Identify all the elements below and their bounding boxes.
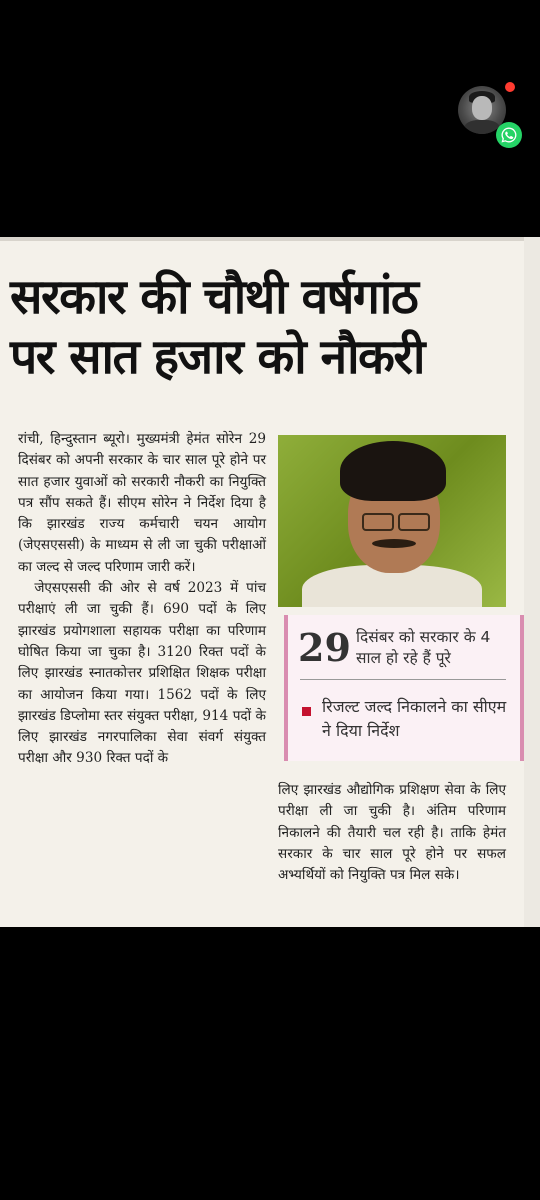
callout-number: 29 bbox=[298, 625, 351, 670]
headline-line-1: सरकार की चौथी वर्षगांठ bbox=[10, 269, 418, 325]
headline bbox=[10, 267, 530, 387]
bullet-square-icon bbox=[302, 707, 311, 716]
headline-line-2: पर सात हजार को नौकरी bbox=[10, 329, 424, 385]
page-margin bbox=[524, 237, 540, 927]
callout-text-1: दिसंबर को सरकार के 4 साल हो रहे हैं पूरे bbox=[356, 628, 491, 667]
article-left-column bbox=[18, 429, 266, 770]
paragraph-1: रांची, हिन्दुस्तान ब्यूरो। मुख्यमंत्री हेमंत सोरेन 29 दिसंबर को अपनी सरकार के चार साल पूरे होने पर सात हजार युवाओं को सरकारी नौकरी का नियुक्ति पत्र सौंप सकते हैं। सीएम सोरेन ने निर्देश दिया है कि झारखंड राज्य कर्मचारी चयन आयोग (जेएसएससी) के माध्यम से ली जा चुकी परीक्षाओं का जल्द से जल्द परिणाम जारी करें। bbox=[18, 431, 266, 575]
whatsapp-icon[interactable] bbox=[496, 122, 522, 148]
callout-box bbox=[284, 615, 524, 761]
callout-text-2: रिजल्ट जल्द निकालने का सीएम ने दिया निर्देश bbox=[322, 697, 507, 740]
top-border bbox=[0, 237, 540, 241]
paragraph-3: लिए झारखंड औद्योगिक प्रशिक्षण सेवा के लिए परीक्षा ली जा चुकी है। अंतिम परिणाम निकालने की तैयारी चल रही है। ताकि हेमंत सरकार के चार साल पूरे होने पर सफल अभ्यर्थियों को नियुक्ति पत्र मिल सके। bbox=[278, 782, 506, 884]
paragraph-2: जेएसएससी की ओर से वर्ष 2023 में पांच परीक्षाएं ली जा चुकी हैं। 690 पदों के लिए झारखंड प्रयोगशाला सहायक परीक्षा का परिणाम घोषित किया जा चुका है। 3120 रिक्त पदों के लिए झारखंड स्नातकोत्तर प्रशिक्षित शिक्षक परीक्षा का आयोजन किया गया। 1562 पदों के लिए झारखंड डिप्लोमा स्तर संयुक्त परीक्षा, 914 पदों के लिए झारखंड नगरपालिका सेवा संवर्ग संयुक्त परीक्षा और 930 रिक्त पदों के bbox=[18, 580, 266, 767]
notification-dot bbox=[505, 82, 515, 92]
article-right-column bbox=[278, 780, 506, 886]
cm-photo bbox=[278, 435, 506, 607]
newspaper-clipping bbox=[0, 237, 540, 927]
callout-divider bbox=[300, 679, 506, 680]
